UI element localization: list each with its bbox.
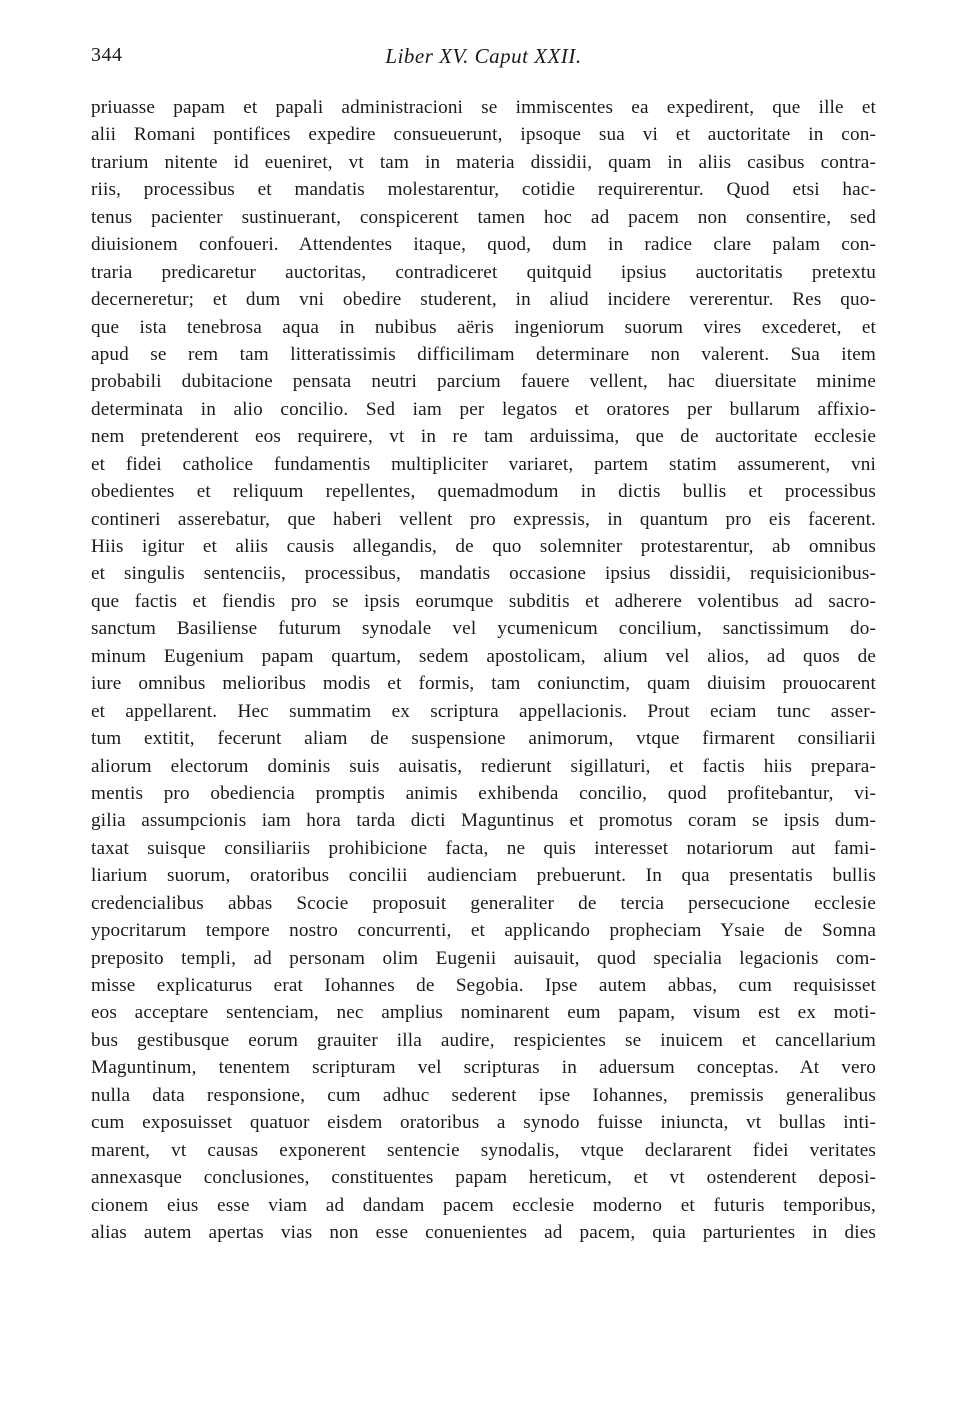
text-line: decerneretur; et dum vni obedire studerent, in aliud incidere vererentur. Res quo- [91,289,876,311]
text-line: probabili dubitacione pensata neutri parcium fauere vellent, hac diuersitate minime [91,371,876,393]
text-line: Maguntinum, tenentem scripturam vel scripturas in aduersum conceptas. At vero [91,1057,876,1079]
text-line: credencialibus abbas Scocie proposuit generaliter de tercia persecucione ecclesie [91,892,876,914]
text-line: misse explicaturus erat Iohannes de Segobia. Ipse autem abbas, cum requisisset [91,975,876,996]
text-line: tenus pacienter sustinuerant, conspicerent tamen hoc ad pacem non consentire, sed [91,206,876,228]
text-line: cionem eius esse viam ad dandam pacem ecclesie moderno et futuris temporibus, [91,1194,876,1216]
text-line: ypocritarum tempore nostro concurrenti, et applicando propheciam Ysaie de Somna [91,920,876,942]
text-line: sanctum Basiliense futurum synodale vel ycumenicum concilium, sanctissimum do- [91,618,876,640]
text-line: marent, vt causas exponerent sentencie synodalis, vtque declararent fidei veritates [91,1139,876,1161]
text-line: iure omnibus melioribus modis et formis, tam coniunctim, quam diuisim prouocarent [91,673,876,695]
text-line: liarium suorum, oratoribus concilii audienciam prebuerunt. In qua presentatis bullis [91,865,876,887]
text-line: nem pretenderent eos requirere, vt in re tam arduissima, que de auctoritate ecclesie [91,426,876,448]
text-line: et fidei catholice fundamentis multipliciter variaret, partem statim assumerent, vni [91,453,876,475]
text-line: cum exposuisset quatuor eisdem oratoribus a synodo fuisse iniuncta, vt bullas inti- [91,1112,876,1134]
text-line: obedientes et reliquum repellentes, quemadmodum in dictis bullis et processibus [91,481,876,503]
text-line: alias autem apertas vias non esse conuenientes ad pacem, quia parturientes in dies [91,1221,876,1243]
running-head [91,44,876,74]
page-number: 344 [91,44,123,66]
text-line: annexasque conclusiones, constituentes papam hereticum, et vt ostenderent deposi- [91,1167,876,1189]
text-line: priuasse papam et papali administracioni se immiscentes ea expedirent, que ille et [91,97,876,118]
text-line: nulla data responsione, cum adhuc sederent ipse Iohannes, premissis generalibus [91,1084,876,1106]
text-line: Hiis igitur et aliis causis allegandis, de quo solemniter protestarentur, ab omnibus [91,536,876,557]
text-line: apud se rem tam litteratissimis difficilimam determinare non valerent. Sua item [91,343,876,365]
text-line: gilia assumpcionis iam hora tarda dicti Maguntinus et promotus coram se ipsis dum- [91,810,876,832]
text-line: alii Romani pontifices expedire consueuerunt, ipsoque sua vi et auctoritate in con- [91,124,876,146]
body-text [91,94,876,1246]
text-line: mentis pro obediencia promptis animis exhibenda concilio, quod profitebantur, vi- [91,782,876,804]
text-line: aliorum electorum dominis suis auisatis, redierunt sigillaturi, et factis hiis prepara- [91,755,876,777]
text-line: que factis et fiendis pro se ipsis eorumque subditis et adherere volentibus ad sacro- [91,590,876,612]
text-line: que ista tenebrosa aqua in nubibus aëris ingeniorum suorum vires excederet, et [91,316,876,338]
chapter-title: Liber XV. Caput XXII. [385,44,582,68]
text-line: contineri asserebatur, que haberi vellent pro expressis, in quantum pro eis facerent. [91,508,876,530]
text-line: determinata in alio concilio. Sed iam per legatos et oratores per bullarum affixio- [91,398,876,420]
text-line: diuisionem confoueri. Attendentes itaque, quod, dum in radice clare palam con- [91,234,876,256]
text-line: et appellarent. Hec summatim ex scriptura appellacionis. Prout eciam tunc asser- [91,700,876,722]
text-line: taxat suisque consiliariis prohibicione facta, ne quis interesset notariorum aut fami- [91,837,876,859]
text-line: eos acceptare sentenciam, nec amplius nominarent eum papam, visum est ex moti- [91,1002,876,1024]
text-line: bus gestibusque eorum grauiter illa audire, respicientes se inuicem et cancellarium [91,1029,876,1051]
text-line: minum Eugenium papam quartum, sedem apostolicam, alium vel alios, ad quos de [91,645,876,667]
text-line: riis, processibus et mandatis molestarentur, cotidie requirerentur. Quod etsi hac- [91,179,876,201]
text-line: et singulis sentenciis, processibus, mandatis occasione ipsius dissidii, requisicionibus- [91,563,876,585]
text-line: preposito templi, ad personam olim Eugenii auisauit, quod specialia legacionis com- [91,947,876,969]
text-line: tum extitit, fecerunt aliam de suspensione animorum, vtque firmarent consiliarii [91,728,876,750]
text-line: trarium nitente id eueniret, vt tam in materia dissidii, quam in aliis casibus contra- [91,151,876,173]
text-line: traria predicaretur auctoritas, contradiceret quitquid ipsius auctoritatis pretextu [91,261,876,283]
